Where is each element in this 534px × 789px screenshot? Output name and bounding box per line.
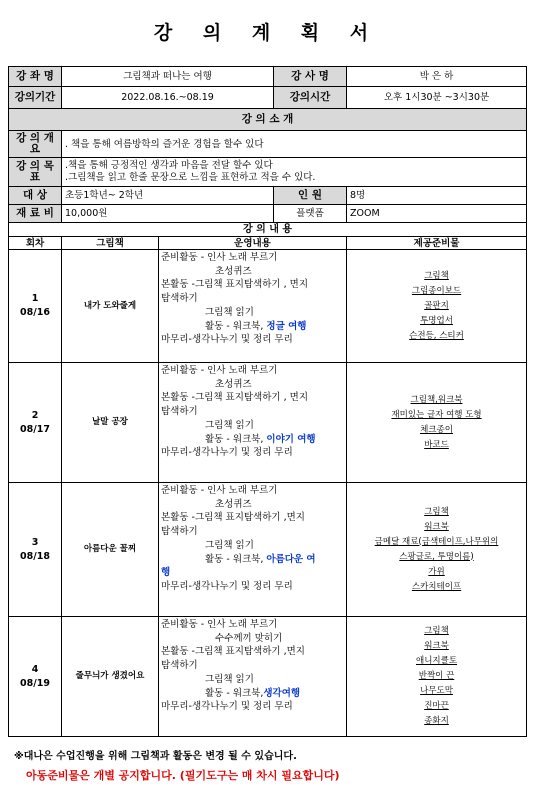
material-item: 그림책 <box>424 626 449 636</box>
workbook-prefix: 활동 - 워크북, <box>205 433 267 445</box>
overview-value: . 책을 통해 여름방학의 즐거운 경험을 할수 있다 <box>62 131 527 158</box>
goal-line-1: .책을 통해 긍정적인 생각과 마음을 전달 할수 있다 <box>65 160 273 171</box>
note-schedule-change: ※대나은 수업진행을 위해 그림책과 활동은 변경 될 수 있습니다. <box>14 751 297 762</box>
material-item: 반짝이 끈 <box>418 671 455 681</box>
session-row <box>9 250 527 363</box>
goal-value <box>62 158 527 187</box>
col-header-activity: 운영내용 <box>159 237 347 250</box>
page-title: 강 의 계 획 서 <box>153 22 381 44</box>
reading-activity: 그림책 읽기 <box>205 673 254 685</box>
platform-label: 플랫폼 <box>274 205 347 223</box>
material-item: 바코드 <box>424 439 449 450</box>
session-activities <box>159 250 347 363</box>
period-label: 강의기간 <box>9 87 62 109</box>
session-date: 08/18 <box>20 550 50 562</box>
session-book: 아름다운 꼴찌 <box>62 483 159 617</box>
session-date: 08/19 <box>20 677 50 689</box>
material-item: 스팡글로, 투명이름) <box>399 551 474 562</box>
intro-section-header: 강 의 소 개 <box>9 109 527 131</box>
material-item: 워크북 <box>424 521 449 532</box>
main-activity: 본활동 -그림책 표지탐색하기 ,면지 <box>161 512 305 524</box>
count-value: 8명 <box>347 187 527 205</box>
period-value: 2022.08.16.~08.19 <box>62 87 274 109</box>
workbook-activity <box>161 553 344 567</box>
wrap-up-activity: 마무리-생각나누기 및 정리 무리 <box>161 334 293 346</box>
session-number-cell <box>9 483 62 617</box>
material-item: 애니지클토 <box>415 656 458 666</box>
session-book: 날말 공장 <box>62 363 159 483</box>
workbook-prefix: 활동 - 워크북, <box>205 553 267 565</box>
prep-activity: 준비활동 - 인사 노래 부르기 <box>161 365 278 376</box>
session-row <box>9 363 527 483</box>
session-row <box>9 483 527 617</box>
material-item: 골판지 <box>424 300 449 311</box>
session-number: 2 <box>31 409 39 421</box>
session-materials <box>347 617 527 737</box>
prep-activity: 준비활동 - 인사 노래 부르기 <box>161 619 278 630</box>
workbook-activity <box>161 687 344 701</box>
material-item: 스카치테이프 <box>411 581 462 592</box>
course-value: 그림책과 떠나는 여행 <box>62 67 274 87</box>
main-activity: 본활동 -그림책 표지탐색하기 , 면지 <box>161 392 309 404</box>
session-book: 내가 도와줄게 <box>62 250 159 363</box>
time-label: 강의시간 <box>274 87 347 109</box>
target-value: 초등1학년~ 2학년 <box>62 187 274 205</box>
material-item: 금메달 재료(금색테이프,나무위의 <box>374 536 499 547</box>
material-item: 그림책 <box>424 270 449 281</box>
material-item: 가위 <box>428 566 445 577</box>
main-activity: 본활동 -그림책 표지탐색하기 , 면지 <box>161 279 309 291</box>
main-activity: 본활동 -그림책 표지탐색하기 ,면지 <box>161 646 305 658</box>
session-activities <box>159 617 347 737</box>
col-header-session: 회차 <box>9 237 62 250</box>
platform-value: ZOOM <box>347 205 527 223</box>
material-item: 투명업서 <box>420 315 453 326</box>
sessions-body <box>9 250 527 737</box>
target-label: 대 상 <box>9 187 62 205</box>
time-value: 오후 1시30분 ~3시30분 <box>347 87 527 109</box>
prep-activity: 준비활동 - 인사 노래 부르기 <box>161 252 278 263</box>
main-activity-cont: 탐색하기 <box>161 660 198 672</box>
prep-activity: 준비활동 - 인사 노래 부르기 <box>161 485 278 496</box>
workbook-highlight-cont: 행 <box>161 567 171 579</box>
prep-activity-detail: 수수께끼 맞히기 <box>215 632 283 644</box>
reading-activity: 그림책 읽기 <box>205 539 254 551</box>
session-activities <box>159 363 347 483</box>
prep-activity-detail: 초성퀴즈 <box>215 498 252 510</box>
workbook-prefix: 활동 - 워크북, <box>205 687 264 699</box>
goal-line-2: .그림책을 읽고 한줄 문장으로 느낌을 표현하고 적을 수 있다. <box>65 172 316 183</box>
material-item: 슨전등, 스티커 <box>409 330 464 341</box>
overview-label: 강 의 개 요 <box>9 131 62 158</box>
session-number: 3 <box>31 536 39 548</box>
main-activity-cont: 탐색하기 <box>161 406 198 418</box>
material-item: 워크북 <box>424 641 449 651</box>
material-item: 재미있는 글자 여행 도형 <box>391 409 482 420</box>
note-materials: 아동준비물은 개별 공지합니다. (필기도구는 매 차시 필요합니다) <box>26 769 340 782</box>
teacher-label: 강 사 명 <box>274 67 347 87</box>
course-label: 강 좌 명 <box>9 67 62 87</box>
material-item: 그림책,워크북 <box>410 394 463 405</box>
session-number-cell <box>9 250 62 363</box>
session-number-cell <box>9 363 62 483</box>
material-item: 종화지 <box>424 716 449 726</box>
content-section-header: 강 의 내 용 <box>9 223 527 237</box>
session-number: 1 <box>31 293 39 304</box>
reading-activity: 그림책 읽기 <box>205 306 254 318</box>
session-number-cell <box>9 617 62 737</box>
prep-activity-detail: 초성퀴즈 <box>215 265 252 277</box>
session-date: 08/17 <box>20 423 50 435</box>
workbook-activity <box>161 320 344 334</box>
material-item: 체크종이 <box>420 424 453 435</box>
main-activity-cont: 탐색하기 <box>161 293 198 305</box>
material-item: 그림책 <box>424 506 449 517</box>
fee-label: 재 료 비 <box>9 205 62 223</box>
material-item: 진마끈 <box>424 701 449 711</box>
goal-label: 강 의 목 표 <box>9 158 62 187</box>
col-header-materials: 제공준비물 <box>347 237 527 250</box>
session-materials <box>347 250 527 363</box>
wrap-up-activity: 마무리-생각나누기 및 정리 무리 <box>161 580 293 592</box>
workbook-highlight: 이야기 여행 <box>266 433 316 445</box>
material-item: 나무도막 <box>420 686 453 696</box>
session-materials <box>347 483 527 617</box>
count-label: 인 원 <box>274 187 347 205</box>
workbook-highlight: 정글 여행 <box>266 320 307 332</box>
main-activity-cont: 탐색하기 <box>161 526 198 538</box>
workbook-prefix: 활동 - 워크북, <box>205 320 267 332</box>
col-header-book: 그림책 <box>62 237 159 250</box>
lesson-plan-table <box>8 66 527 737</box>
session-number: 4 <box>31 663 39 675</box>
wrap-up-activity: 마무리-생각나누기 및 정리 무리 <box>161 447 293 459</box>
workbook-highlight: 생각여행 <box>263 687 301 699</box>
session-materials <box>347 363 527 483</box>
material-item: 그림종이보드 <box>411 285 462 296</box>
session-book: 줄무늬가 생겼어요 <box>62 617 159 737</box>
prep-activity-detail: 초성퀴즈 <box>215 378 252 390</box>
teacher-value: 박 은 하 <box>347 67 527 87</box>
session-row <box>9 617 527 737</box>
reading-activity: 그림책 읽기 <box>205 419 254 431</box>
session-activities <box>159 483 347 617</box>
fee-value: 10,000원 <box>62 205 274 223</box>
wrap-up-activity: 마무리-생각나누기 및 정리 무리 <box>161 701 293 713</box>
workbook-highlight: 아름다운 여 <box>266 553 316 565</box>
workbook-activity <box>161 433 344 447</box>
session-date: 08/16 <box>20 307 50 318</box>
